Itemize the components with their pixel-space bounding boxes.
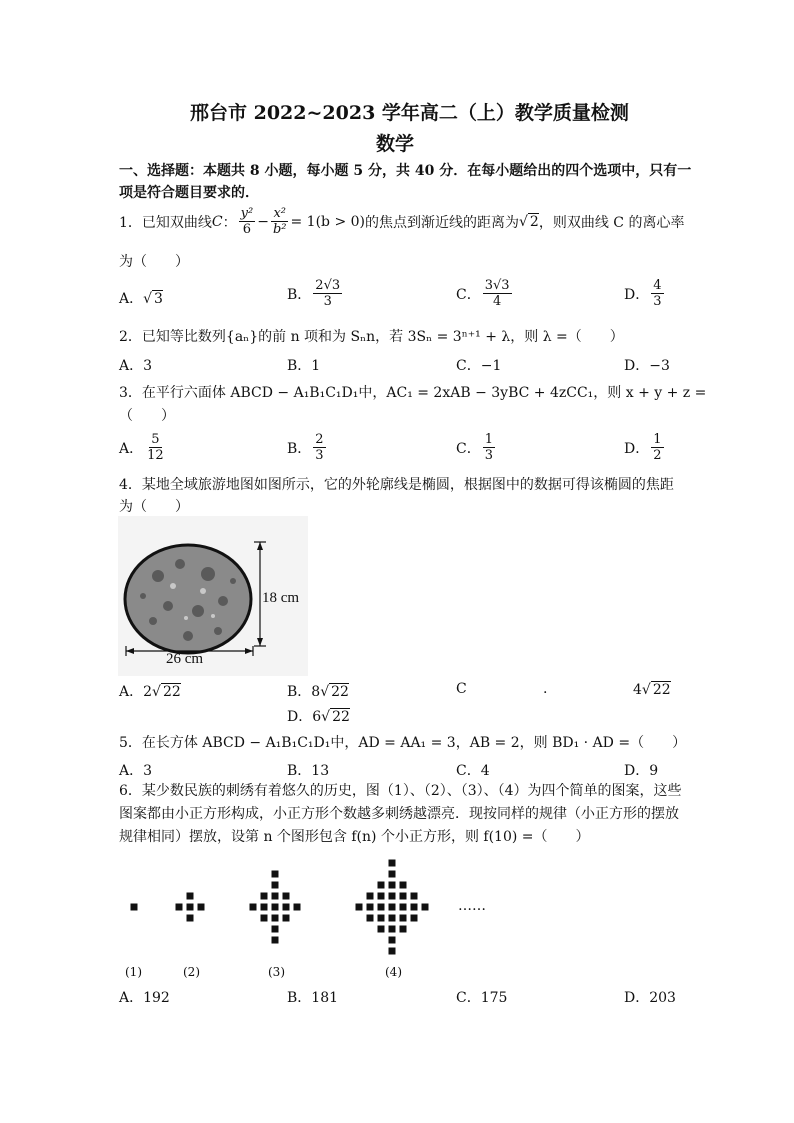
figure-label-1: (1) <box>125 965 142 979</box>
pattern-square <box>389 893 396 900</box>
question-3-line2: （ ） <box>119 408 175 424</box>
pattern-square <box>187 915 194 922</box>
q6-option-d[interactable]: D．203 <box>624 990 676 1006</box>
pattern-square <box>176 904 183 911</box>
section-heading-line2: 项是符合题目要求的． <box>119 185 259 201</box>
pattern-square <box>411 893 418 900</box>
pattern-square <box>272 882 279 889</box>
q6-option-c[interactable]: C．175 <box>456 990 508 1006</box>
pattern-square <box>378 904 385 911</box>
pattern-square <box>400 904 407 911</box>
q4-option-b[interactable]: B．8√ 22 <box>287 684 349 700</box>
pattern-square <box>389 904 396 911</box>
figure-label-3: (3) <box>268 965 285 979</box>
pattern-square <box>400 882 407 889</box>
question-4-line2: 为（ ） <box>119 499 189 515</box>
pattern-square <box>367 893 374 900</box>
pattern-square <box>400 915 407 922</box>
q4-option-d[interactable]: D．6√ 22 <box>287 709 350 725</box>
q4-option-c-label[interactable]: C <box>456 681 467 697</box>
pattern-square <box>378 915 385 922</box>
question-3: 3．在平行六面体 ABCD − A₁B₁C₁D₁中，AC₁ = 2xAB − 3yBC + 4zCC₁，则 x + y + z = <box>119 385 707 401</box>
pattern-square <box>411 915 418 922</box>
pattern-square <box>389 948 396 955</box>
pattern-square <box>261 893 268 900</box>
pattern-square <box>389 915 396 922</box>
q1-option-a[interactable]: A．√ 3 <box>119 291 163 307</box>
question-5: 5．在长方体 ABCD − A₁B₁C₁D₁中，AD = AA₁ = 3，AB = 2，则 BD₁ · AD =（ ） <box>119 735 687 751</box>
pattern-square <box>187 893 194 900</box>
q6-option-b[interactable]: B．181 <box>287 990 339 1006</box>
pattern-square <box>250 904 257 911</box>
question-1: 1．已知双曲线 C ： $\frac{\text{y²}}{6}$ − $\frac{\text{x²}}{\text{b²}}$ = 1(b > 0) 的焦点到渐近线的距离为 √ 2 ，则双曲线 C 的离心率 <box>119 206 685 237</box>
pattern-square <box>422 904 429 911</box>
q1-option-c[interactable]: C． $\frac{3√3}{4}$ <box>456 278 510 309</box>
q4-option-a[interactable]: A．2√ 22 <box>119 684 181 700</box>
figure-label-4: (4) <box>385 965 402 979</box>
pattern-square <box>261 904 268 911</box>
question-6-line3: 规律相同）摆放，设第 n 个图形包含 f(n) 个小正方形，则 f(10) =（ ） <box>119 829 590 845</box>
q5-option-d[interactable]: D．9 <box>624 763 659 779</box>
pattern-square <box>400 926 407 933</box>
pattern-square <box>272 893 279 900</box>
pattern-square <box>272 915 279 922</box>
pattern-square <box>261 915 268 922</box>
question-6-line1: 6．某少数民族的刺绣有着悠久的历史，图（1）、（2）、（3）、（4）为四个简单的图案，这些 <box>119 783 682 799</box>
pattern-square <box>389 937 396 944</box>
q6-option-a[interactable]: A．192 <box>119 990 170 1006</box>
pattern-square <box>411 904 418 911</box>
pattern-square <box>294 904 301 911</box>
pattern-square <box>283 915 290 922</box>
q5-option-a[interactable]: A．3 <box>119 763 153 779</box>
pattern-square <box>378 893 385 900</box>
q2-option-d[interactable]: D．−3 <box>624 358 670 374</box>
q3-option-a[interactable]: A． $\frac{5}{12}$ <box>119 432 164 463</box>
pattern-square <box>272 904 279 911</box>
pattern-square <box>367 915 374 922</box>
q3-option-b[interactable]: B． $\frac{2}{3}$ <box>287 432 324 463</box>
q2-option-a[interactable]: A．3 <box>119 358 153 374</box>
pattern-square <box>198 904 205 911</box>
pattern-square <box>378 926 385 933</box>
pattern-square <box>389 926 396 933</box>
q4-option-c-dot: . <box>543 681 548 697</box>
question-4: 4．某地全域旅游地图如图所示，它的外轮廓线是椭圆，根据图中的数据可得该椭圆的焦距 <box>119 477 674 493</box>
section-heading-line1: 一、选择题：本题共 8 小题，每小题 5 分，共 40 分．在每小题给出的四个选项中，只有一 <box>119 163 692 179</box>
q5-option-b[interactable]: B．13 <box>287 763 330 779</box>
pattern-square <box>378 882 385 889</box>
q1-option-d[interactable]: D． $\frac{4}{3}$ <box>624 278 662 309</box>
pattern-ellipsis: …… <box>458 898 486 914</box>
question-6-line2: 图案都由小正方形构成，小正方形个数越多刺绣越漂亮．现按同样的规律（小正方形的摆放 <box>119 806 679 822</box>
pattern-square <box>389 860 396 867</box>
question-1-line2: 为（ ） <box>119 254 189 270</box>
pattern-square <box>272 937 279 944</box>
pattern-square <box>283 893 290 900</box>
q1-option-b[interactable]: B． $\frac{2√3}{3}$ <box>287 278 341 309</box>
pattern-square <box>367 904 374 911</box>
subject-title: 数学 <box>376 133 415 155</box>
pattern-square <box>389 871 396 878</box>
pattern-square <box>272 871 279 878</box>
pattern-square <box>187 904 194 911</box>
pattern-square <box>283 904 290 911</box>
q4-option-c-value[interactable]: 4√ 22 <box>633 682 671 698</box>
q2-option-b[interactable]: B．1 <box>287 358 321 374</box>
pattern-square <box>131 904 138 911</box>
question-2: 2．已知等比数列{aₙ}的前 n 项和为 Sₙn，若 3Sₙ = 3ⁿ⁺¹ + λ，则 λ =（ ） <box>119 329 624 345</box>
page-title: 邢台市 2022~2023 学年高二（上）教学质量检测 <box>190 102 629 124</box>
pattern-square <box>389 882 396 889</box>
figure-label-2: (2) <box>183 965 200 979</box>
pattern-square <box>356 904 363 911</box>
pattern-square <box>400 893 407 900</box>
q5-option-c[interactable]: C．4 <box>456 763 490 779</box>
pattern-square <box>272 926 279 933</box>
square-patterns-figure <box>120 850 500 970</box>
q3-option-d[interactable]: D． $\frac{1}{2}$ <box>624 432 662 463</box>
width-label: 26 cm <box>166 651 204 667</box>
q3-option-c[interactable]: C． $\frac{1}{3}$ <box>456 432 493 463</box>
height-label: 18 cm <box>262 590 300 606</box>
q2-option-c[interactable]: C．−1 <box>456 358 502 374</box>
